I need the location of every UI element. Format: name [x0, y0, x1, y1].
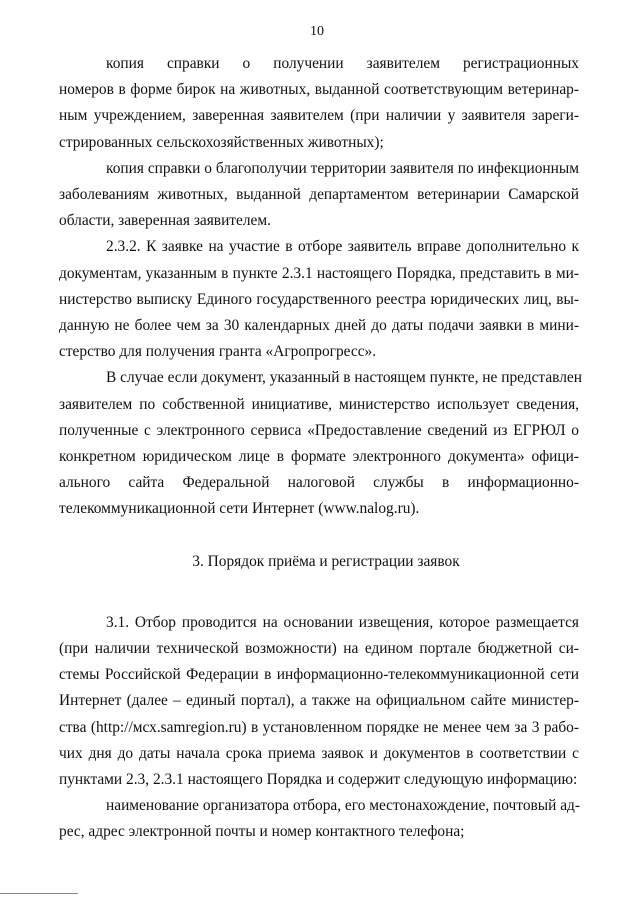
text-line: стемы Российской Федерации в информационно-телекоммуникационной сети	[59, 666, 579, 684]
text-line: конкретном юридическом лице в формате электронного документа» офици-	[59, 448, 579, 466]
paragraph-3-1	[59, 610, 579, 793]
text-line: ным учреждением, заверенная заявителем (при наличии у заявителя зареги-	[59, 107, 579, 125]
text-line: стрированных сельскохозяйственных животных);	[59, 133, 384, 151]
text-line: (при наличии технической возможности) на едином портале бюджетной си-	[59, 640, 579, 658]
text-line: заболеваниям животных, выданной департаментом ветеринарии Самарской	[59, 186, 579, 204]
text-line: нистерство выписку Единого государственного реестра юридических лиц, вы-	[59, 290, 579, 308]
paragraph-organizer-name	[59, 793, 579, 845]
text-line: стерство для получения гранта «Агропрогресс».	[59, 343, 377, 361]
page-number: 10	[310, 24, 324, 39]
paragraph-copy-registration-tags	[59, 51, 579, 156]
text-line: заявителем по собственной инициативе, министерство использует сведения,	[59, 395, 579, 413]
section-heading: 3. Порядок приёма и регистрации заявок	[192, 552, 460, 570]
text-line: копия справки о благополучии территории заявителя по инфекционным	[106, 159, 579, 177]
text-line: ального сайта Федеральной налоговой службы в информационно-	[59, 474, 579, 492]
footer-rule	[0, 893, 78, 894]
text-line: полученные с электронного сервиса «Предоставление сведений из ЕГРЮЛ о	[59, 421, 579, 439]
text-line: 2.3.2. К заявке на участие в отборе заявитель вправе дополнительно к	[106, 238, 579, 256]
text-line: 3.1. Отбор проводится на основании извещения, которое размещается	[106, 613, 579, 631]
text-line: данную не более чем за 30 календарных дней до даты подачи заявки в мини-	[59, 317, 579, 335]
text-line: телекоммуникационной сети Интернет (www.nalog.ru).	[59, 500, 420, 518]
text-line: Интернет (далее – единый портал), а также на официальном сайте министер-	[59, 692, 579, 710]
text-line: ства (http://мсх.samregion.ru) в установленном порядке не менее чем за 3 рабо-	[59, 718, 579, 736]
text-line: В случае если документ, указанный в настоящем пункте, не представлен	[106, 369, 582, 387]
text-line: пунктами 2.3, 2.3.1 настоящего Порядка и содержит следующую информацию:	[59, 771, 578, 789]
text-line: рес, адрес электронной почты и номер контактного телефона;	[59, 823, 465, 841]
paragraph-egrul-service	[59, 365, 582, 522]
text-line: номеров в форме бирок на животных, выданной соответствующим ветеринар-	[59, 81, 579, 99]
paragraph-2-3-2	[59, 234, 579, 365]
text-line: области, заверенная заявителем.	[59, 212, 271, 230]
document-body	[59, 51, 582, 846]
paragraph-copy-epizootic-certificate	[59, 156, 579, 235]
text-line: наименование организатора отбора, его местонахождение, почтовый ад-	[106, 797, 580, 815]
text-line: копия справки о получении заявителем регистрационных	[106, 55, 579, 72]
text-line: документам, указанным в пункте 2.3.1 настоящего Порядка, представить в ми-	[59, 264, 579, 282]
text-line: чих дня до даты начала срока приема заявок и документов в соответствии с	[59, 744, 579, 762]
